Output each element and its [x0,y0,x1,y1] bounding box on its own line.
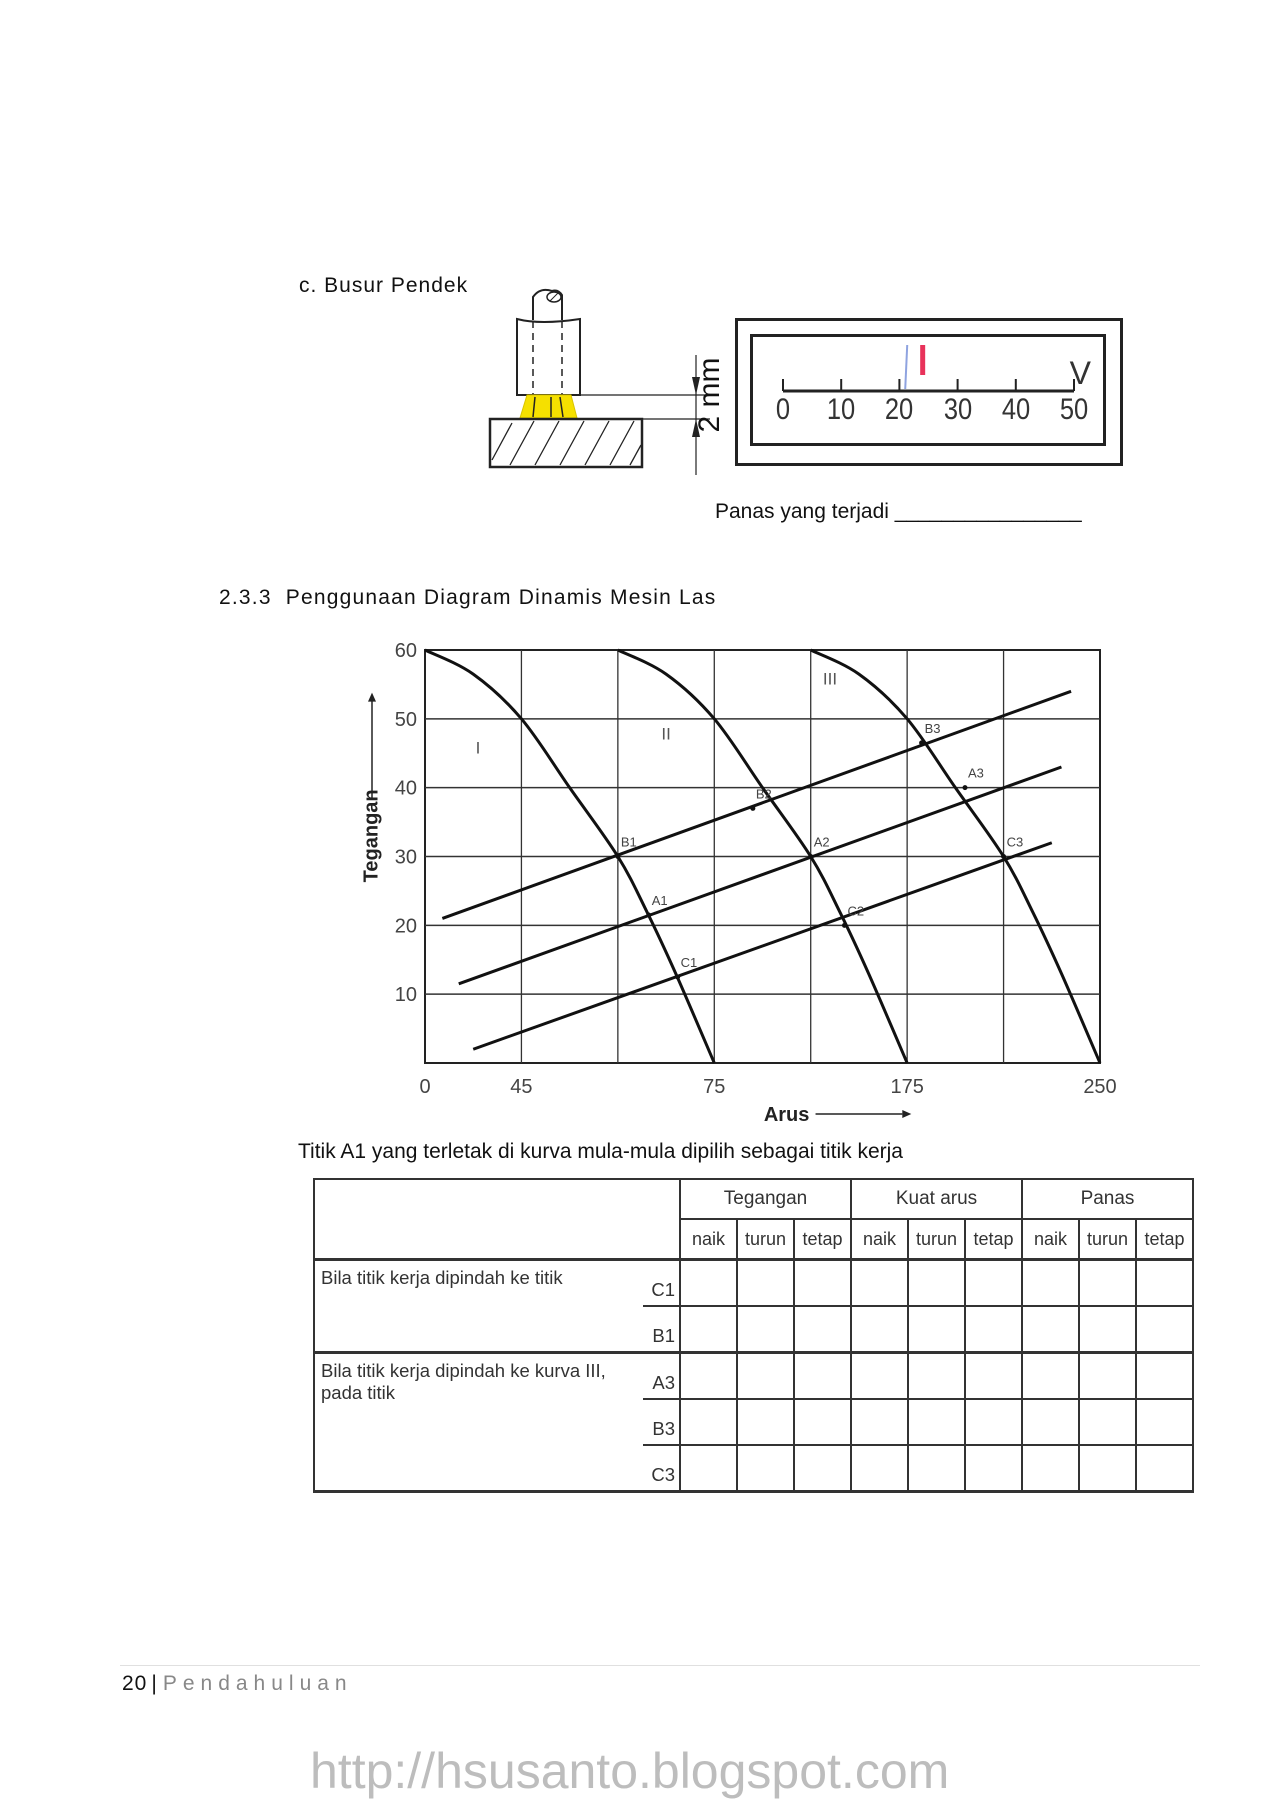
answer-cell[interactable] [1079,1260,1136,1307]
answer-cell[interactable] [1079,1306,1136,1353]
operating-point [1001,854,1006,859]
scale-tick-label: 20 [885,393,914,426]
page-footer [122,1672,353,1696]
subheader-turun: turun [1079,1219,1136,1260]
point-label: A1 [651,893,668,909]
point-label: C2 [847,903,865,919]
subheader-turun: turun [737,1219,794,1260]
answer-cell[interactable] [851,1399,908,1445]
curve-label: II [661,724,671,744]
operating-point [808,854,813,859]
point-label: B3 [924,720,941,736]
answer-cell[interactable] [680,1260,737,1307]
subheader-tetap: tetap [1136,1219,1193,1260]
answer-cell[interactable] [851,1260,908,1307]
x-tick-label: 0 [419,1076,431,1098]
answer-cell[interactable] [794,1260,851,1307]
page-number: 20 [122,1672,148,1695]
x-tick-label: 45 [510,1076,533,1098]
subheader-naik: naik [851,1219,908,1260]
curve-label: I [475,738,481,758]
footer-divider [120,1665,1200,1666]
answer-cell[interactable] [1136,1399,1193,1445]
operating-point [615,854,620,859]
y-tick-label: 50 [394,708,417,731]
section-c-title: c. Busur Pendek [299,274,469,297]
answer-cell[interactable] [1136,1306,1193,1353]
y-tick-label: 40 [394,777,417,800]
section-heading: 2.3.3 Penggunaan Diagram Dinamis Mesin Las [219,586,717,609]
header-blank [314,1179,680,1260]
point-label: C1 [680,954,698,970]
header-tegangan: Tegangan [680,1179,851,1219]
answer-cell[interactable] [794,1306,851,1353]
heat-result-line [715,500,1082,524]
answer-cell[interactable] [965,1306,1022,1353]
answer-cell[interactable] [680,1353,737,1400]
x-tick-label: 250 [1083,1076,1117,1098]
answer-cell[interactable] [680,1399,737,1445]
operating-point [842,923,847,928]
answer-cell[interactable] [965,1260,1022,1307]
answer-cell[interactable] [1079,1399,1136,1445]
answer-cell[interactable] [1022,1306,1079,1353]
row-point-label: B1 [643,1306,680,1353]
answer-cell[interactable] [737,1399,794,1445]
x-tick-label: 175 [890,1076,924,1098]
answer-cell[interactable] [851,1445,908,1492]
row-point-label: B3 [643,1399,680,1445]
heat-result-blank[interactable]: ________________ [894,500,1082,523]
answer-cell[interactable] [1136,1445,1193,1492]
answer-cell[interactable] [1079,1353,1136,1400]
point-label: A2 [813,834,830,850]
answer-cell[interactable] [1079,1445,1136,1492]
answer-cell[interactable] [908,1306,965,1353]
operating-point [919,740,924,745]
answer-cell[interactable] [908,1353,965,1400]
heat-result-label: Panas yang terjadi [715,500,889,523]
answer-cell[interactable] [794,1445,851,1492]
nozzle-icon [517,319,580,395]
y-axis-arrowhead-icon [368,693,376,702]
needle-previous [905,345,907,389]
answer-cell[interactable] [737,1306,794,1353]
answer-cell[interactable] [908,1260,965,1307]
answer-cell[interactable] [1022,1445,1079,1492]
worksheet-table [313,1178,1194,1493]
answer-cell[interactable] [965,1445,1022,1492]
row-point-label: C1 [643,1260,680,1307]
subheader-tetap: tetap [794,1219,851,1260]
y-tick-label: 10 [394,984,417,1007]
dynamic-welding-diagram [350,640,1140,1130]
voltmeter-unit: V [1069,355,1091,391]
scale-tick-label: 30 [943,393,972,426]
answer-cell[interactable] [851,1353,908,1400]
header-panas: Panas [1022,1179,1193,1219]
subheader-tetap: tetap [965,1219,1022,1260]
worksheet-row [314,1260,1193,1307]
header-kuat-arus: Kuat arus [851,1179,1022,1219]
operating-point [963,785,968,790]
row-point-label: A3 [643,1353,680,1400]
answer-cell[interactable] [737,1445,794,1492]
answer-cell[interactable] [794,1399,851,1445]
scale-tick-label: 50 [1059,393,1089,426]
row-description: Bila titik kerja dipindah ke kurva III, pada titik [314,1353,643,1492]
scale-tick-label: 40 [1001,393,1030,426]
subheader-turun: turun [908,1219,965,1260]
subheader-naik: naik [680,1219,737,1260]
footer-separator: | [151,1672,157,1695]
answer-cell[interactable] [965,1353,1022,1400]
answer-cell[interactable] [908,1445,965,1492]
voltmeter-scale [753,337,1103,443]
subheader-naik: naik [1022,1219,1079,1260]
row-description: Bila titik kerja dipindah ke titik [314,1260,643,1353]
curve-label: III [822,669,838,689]
worksheet-row [314,1353,1193,1400]
answer-cell[interactable] [1022,1399,1079,1445]
answer-cell[interactable] [1136,1353,1193,1400]
chapter-name: Pendahuluan [162,1672,353,1695]
voltmeter-face [750,334,1106,446]
point-label: B1 [620,834,637,850]
arc-characteristic-B [442,691,1071,918]
point-label: A3 [968,765,984,781]
point-label: C3 [1006,834,1024,850]
answer-cell[interactable] [737,1353,794,1400]
operating-point [646,913,651,918]
x-tick-label: 75 [703,1076,726,1098]
answer-cell[interactable] [794,1353,851,1400]
x-axis-label: Arus [763,1104,810,1126]
operating-point [750,806,755,811]
instruction-text: Titik A1 yang terletak di kurva mula-mula dipilih sebagai titik kerja [298,1140,903,1163]
watermark-url: http://hsusanto.blogspot.com [310,1743,950,1799]
point-label: B2 [755,786,772,802]
answer-cell[interactable] [737,1260,794,1307]
row-point-label: C3 [643,1445,680,1492]
x-axis-arrowhead-icon [902,1110,911,1118]
y-axis-label: Tegangan [360,789,383,883]
scale-tick-label: 10 [827,393,856,426]
scale-tick-label: 0 [775,393,791,426]
y-tick-label: 60 [394,640,417,662]
answer-cell[interactable] [680,1306,737,1353]
operating-point [675,974,680,979]
answer-cell[interactable] [1022,1260,1079,1307]
gap-dimension-label: 2 mm [693,357,726,433]
y-tick-label: 30 [394,846,417,869]
answer-cell[interactable] [680,1445,737,1492]
answer-cell[interactable] [1022,1353,1079,1400]
voltmeter [735,318,1123,466]
answer-cell[interactable] [965,1399,1022,1445]
answer-cell[interactable] [851,1306,908,1353]
arc-icon [520,395,577,418]
answer-cell[interactable] [1136,1260,1193,1307]
answer-cell[interactable] [908,1399,965,1445]
short-arc-electrode-illustration [480,285,720,475]
y-tick-label: 20 [394,915,417,938]
